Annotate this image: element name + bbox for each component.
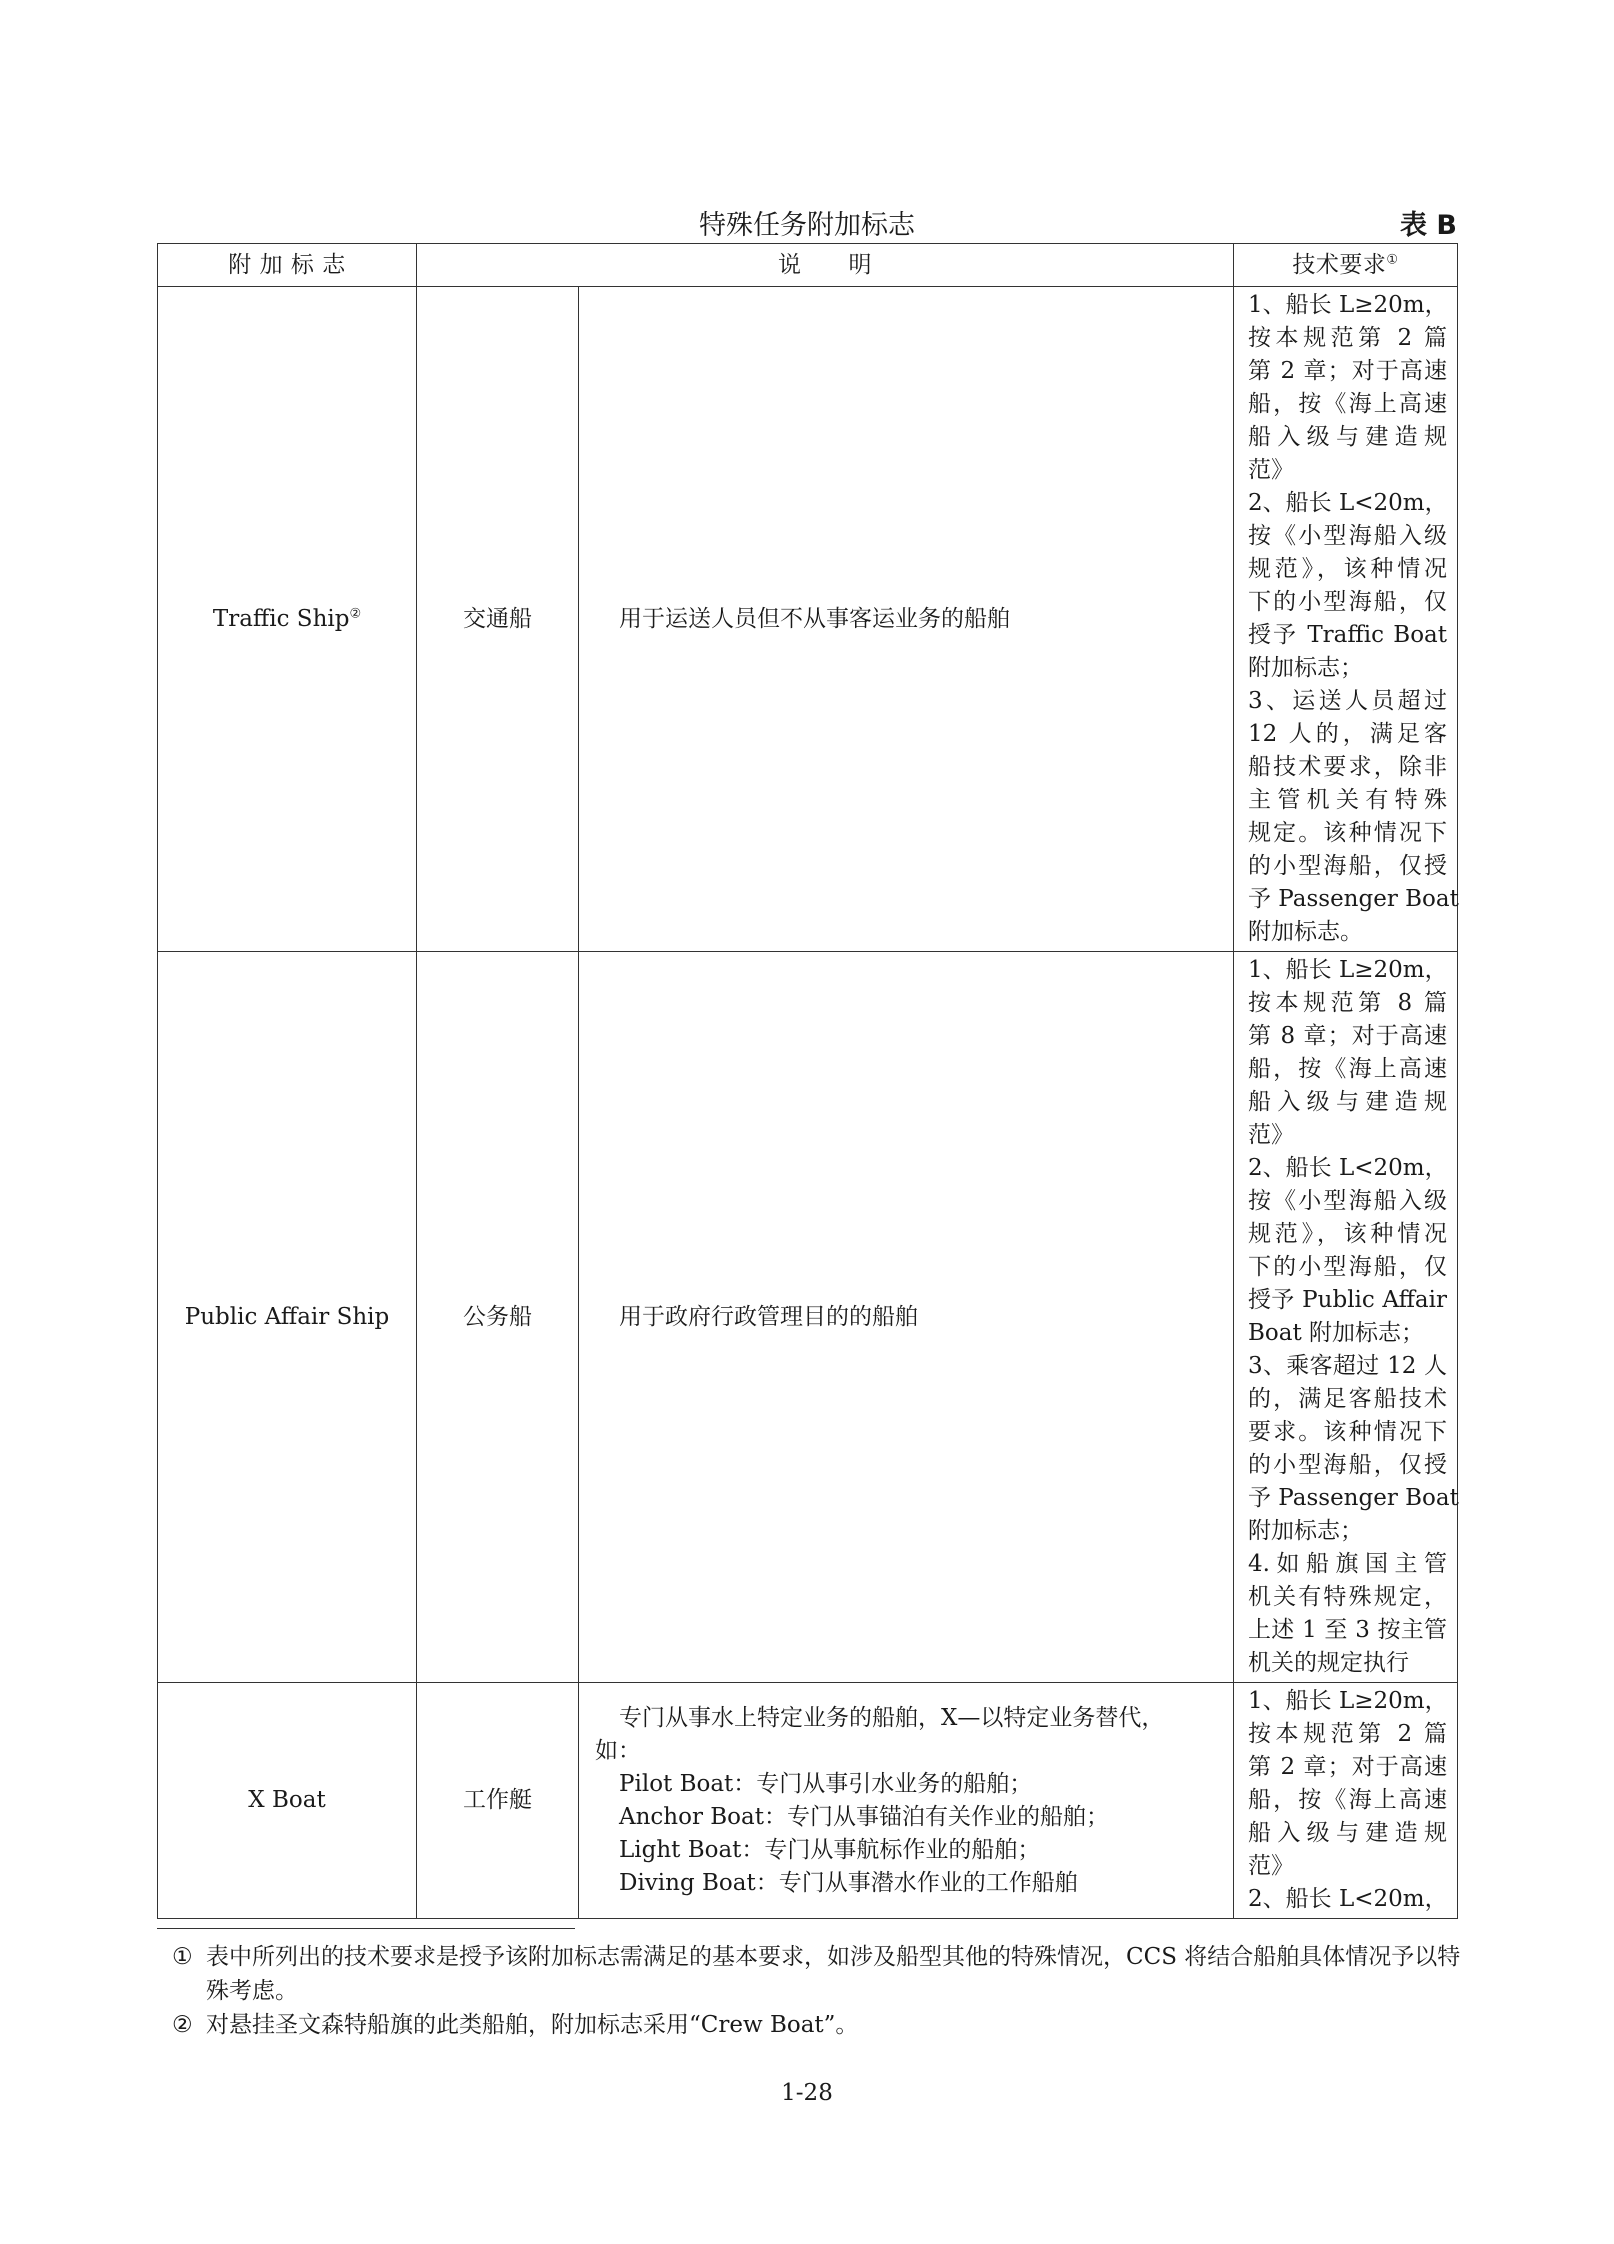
requirement-line: 2、船长 L<20m， <box>1248 1155 1448 1181</box>
requirement-line: 船技术要求，除非 <box>1248 754 1447 780</box>
table-title: 特殊任务附加标志 <box>699 210 915 241</box>
requirement-line: 下的小型海船，仅 <box>1248 1254 1447 1280</box>
description-cell <box>579 952 1234 1683</box>
table-row <box>158 952 1458 1683</box>
requirement-line: 1、船长 L≥20m， <box>1248 1688 1448 1714</box>
requirement-line: 下的小型海船，仅 <box>1248 589 1447 615</box>
ship-type-name: 公务船 <box>417 952 579 1683</box>
requirement-line: 授予 Traffic Boat <box>1248 622 1447 648</box>
description-line: Light Boat：专门从事航标作业的船舶； <box>619 1836 1041 1863</box>
description-line: Pilot Boat：专门从事引水业务的船舶； <box>619 1770 1033 1797</box>
footnote <box>172 1940 1462 2008</box>
requirements-cell <box>1234 1683 1458 1919</box>
requirement-line: 附加标志。 <box>1248 919 1363 945</box>
requirement-line: 4.如船旗国主管 <box>1248 1551 1447 1577</box>
requirement-line: 的小型海船，仅授 <box>1248 853 1447 879</box>
notation-mark: X Boat <box>248 1787 326 1813</box>
requirement-line: 授予 Public Affair <box>1248 1287 1447 1313</box>
header-mark <box>158 244 417 287</box>
requirement-line: 予 Passenger Boat <box>1248 1485 1459 1511</box>
requirement-line: 机关的规定执行 <box>1248 1650 1409 1676</box>
requirement-line: 规范》，该种情况 <box>1248 556 1447 582</box>
requirement-line: 按《小型海船入级 <box>1248 1188 1447 1214</box>
header-description <box>417 244 1234 287</box>
requirement-line: 船入级与建造规 <box>1248 1820 1447 1846</box>
requirement-line: 船入级与建造规 <box>1248 424 1447 450</box>
footnote-ref: ② <box>349 605 362 621</box>
footnote-ref: ① <box>1386 251 1399 267</box>
requirement-line: 船，按《海上高速 <box>1248 391 1447 417</box>
description-line: 用于政府行政管理目的的船舶 <box>619 1303 918 1330</box>
requirement-line: 上述 1 至 3 按主管 <box>1248 1617 1447 1643</box>
requirement-line: 要求。该种情况下 <box>1248 1419 1447 1445</box>
requirement-line: 范》 <box>1248 457 1294 483</box>
description-line: Anchor Boat：专门从事锚泊有关作业的船舶； <box>619 1803 1109 1830</box>
requirements-cell <box>1234 287 1458 952</box>
requirement-line: 1、船长 L≥20m， <box>1248 957 1448 983</box>
requirement-line: 范》 <box>1248 1853 1294 1879</box>
requirement-line: Boat 附加标志； <box>1248 1320 1425 1346</box>
table-title-row <box>157 208 1457 244</box>
footnote <box>172 2008 1462 2042</box>
requirement-line: 规范》，该种情况 <box>1248 1221 1447 1247</box>
requirement-line: 范》 <box>1248 1122 1294 1148</box>
special-mission-notation-table <box>157 243 1458 1919</box>
description-line: Diving Boat：专门从事潜水作业的工作船舶 <box>619 1869 1078 1896</box>
requirement-line: 1、船长 L≥20m， <box>1248 292 1448 318</box>
requirement-line: 附加标志； <box>1248 655 1363 681</box>
requirement-line: 船入级与建造规 <box>1248 1089 1447 1115</box>
description-cell <box>579 1683 1234 1919</box>
table-body <box>158 287 1458 1919</box>
ship-type-name: 工作艇 <box>417 1683 579 1919</box>
description-line: 专门从事水上特定业务的船舶，X—以特定业务替代， <box>619 1704 1165 1731</box>
requirement-line: 2、船长 L<20m， <box>1248 490 1448 516</box>
requirement-line: 的小型海船，仅授 <box>1248 1452 1447 1478</box>
notation-mark: Traffic Ship <box>212 605 350 632</box>
requirements-cell <box>1234 952 1458 1683</box>
description-line: 用于运送人员但不从事客运业务的船舶 <box>619 605 1010 632</box>
table-number: 表 B <box>1400 210 1457 241</box>
requirement-line: 3、运送人员超过 <box>1248 688 1447 714</box>
requirement-line: 3、乘客超过 12 人 <box>1248 1353 1447 1379</box>
notation-mark-cell <box>158 1683 417 1919</box>
footnote-divider <box>157 1928 575 1929</box>
requirement-line: 按本规范第 2 篇 <box>1248 1721 1447 1747</box>
requirement-line: 按本规范第 2 篇 <box>1248 325 1447 351</box>
description-cell <box>579 287 1234 952</box>
table-row <box>158 1683 1458 1919</box>
notation-mark-cell <box>158 287 417 952</box>
requirement-line: 2、船长 L<20m， <box>1248 1886 1448 1912</box>
footnotes <box>172 1940 1462 2042</box>
header-requirements-label: 技术要求 <box>1292 251 1387 278</box>
requirement-line: 按《小型海船入级 <box>1248 523 1447 549</box>
requirement-line: 主管机关有特殊 <box>1248 787 1447 813</box>
requirement-line: 按本规范第 8 篇 <box>1248 990 1447 1016</box>
requirement-line: 12 人的，满足客 <box>1248 721 1447 747</box>
requirement-line: 机关有特殊规定， <box>1248 1584 1447 1610</box>
requirement-line: 的，满足客船技术 <box>1248 1386 1447 1412</box>
footnote-mark: ② <box>172 2012 193 2038</box>
header-mark-label: 附 加 标 志 <box>228 251 346 278</box>
requirement-line: 规定。该种情况下 <box>1248 820 1447 846</box>
notation-mark-cell <box>158 952 417 1683</box>
footnote-text: 对悬挂圣文森特船旗的此类船舶，附加标志采用“Crew Boat”。 <box>206 2012 859 2038</box>
requirement-line: 予 Passenger Boat <box>1248 886 1459 912</box>
header-requirements <box>1234 244 1458 287</box>
table-row <box>158 287 1458 952</box>
notation-mark: Public Affair Ship <box>184 1303 390 1330</box>
requirement-line: 船，按《海上高速 <box>1248 1787 1447 1813</box>
requirement-line: 船，按《海上高速 <box>1248 1056 1447 1082</box>
requirement-line: 第 2 章；对于高速 <box>1248 1754 1447 1780</box>
ship-type-name: 交通船 <box>417 287 579 952</box>
table-header-row <box>158 244 1458 287</box>
requirement-line: 附加标志； <box>1248 1518 1363 1544</box>
footnote-mark: ① <box>172 1944 193 1970</box>
requirement-line: 第 8 章；对于高速 <box>1248 1023 1447 1049</box>
footnote-text: 表中所列出的技术要求是授予该附加标志需满足的基本要求，如涉及船型其他的特殊情况，CCS 将结合船舶具体情况予以特殊考虑。 <box>206 1944 1461 2004</box>
description-line: 如： <box>595 1737 641 1764</box>
header-description-label: 说 明 <box>778 251 872 278</box>
requirement-line: 第 2 章；对于高速 <box>1248 358 1447 384</box>
page-number: 1-28 <box>781 2080 833 2106</box>
